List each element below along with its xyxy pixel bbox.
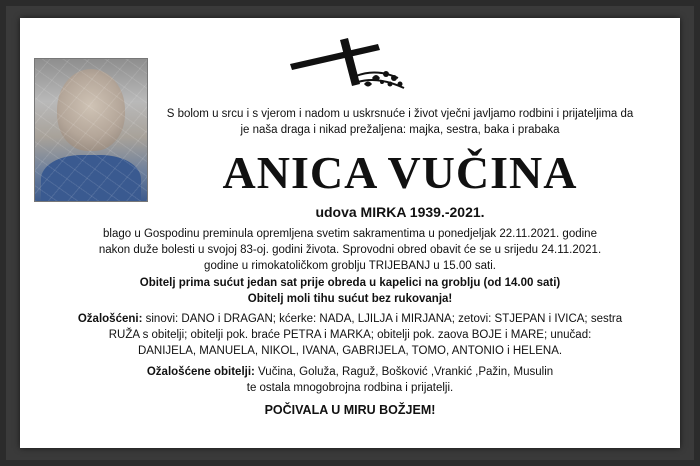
death-notice-line: blago u Gospodinu preminula opremljena svetim sakramentima u ponedjeljak 22.11.2021. godine [103, 228, 597, 240]
photo-texture [35, 59, 147, 201]
death-notice-line: godine u rimokatoličkom groblju TRIJEBANJ u 15.00 sati. [204, 260, 496, 273]
closing-line: POČIVALA U MIRU BOŽJEM! [264, 403, 436, 418]
condolence-line: Obitelj moli tihu sućut bez rukovanja! [247, 292, 453, 305]
families-line [34, 364, 666, 380]
mourners-line: DANIJELA, MANUELA, NIKOL, IVANA, GABRIJELA, TOMO, ANTONIO i HELENA. [137, 345, 563, 358]
deceased-name: ANICA VUČINA [222, 147, 578, 198]
condolence-line: Obitelj prima sućut jedan sat prije obreda u kapelici na groblju (od 14.00 sati) [139, 276, 561, 289]
families-label: Ožalošćene obitelji: [146, 365, 255, 378]
families-text: Vučina, Goluža, Raguž, Bošković ,Vrankić ,Pažin, Musulin [254, 365, 554, 378]
announcement-intro [150, 106, 650, 138]
mourners-line [34, 311, 666, 327]
mourners-line: RUŽA s obitelji; obitelji pok. braće PETRA i MARKA; obitelji pok. zaova BOJE i MARE; unučad: [108, 329, 592, 342]
mourners-text: sinovi: DANO i DRAGAN; kćerke: NADA, LJILJA i MIRJANA; zetovi: STJEPAN i IVICA; sestra [142, 313, 623, 326]
families-line: te ostala mnogobrojna rodbina i prijatelji. [246, 381, 454, 394]
intro-line: je naša draga i nikad prežaljena: majka, sestra, baka i prabaka [240, 124, 560, 136]
death-notice-line: nakon duže bolesti u svojoj 83-oj. godini života. Sprovodni obred obavit će se u srijedu 24.11.2021. [98, 244, 602, 257]
cross-with-flowers-icon [286, 38, 412, 92]
obituary-card [20, 18, 680, 448]
intro-line: S bolom u srcu i s vjerom i nadom u uskrsnuće i život vječni javljamo rodbini i prijateljima da [166, 108, 634, 120]
deceased-subtitle: udova MIRKA 1939.-2021. [315, 204, 485, 220]
mourners-label: Ožalošćeni: [77, 313, 143, 326]
portrait-photo [34, 58, 148, 202]
obituary-body [34, 226, 666, 418]
